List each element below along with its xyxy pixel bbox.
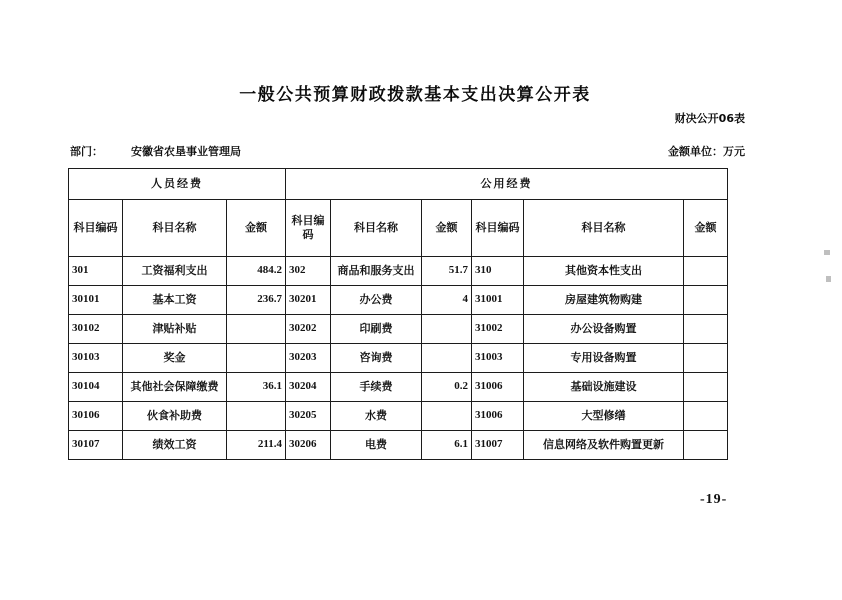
- column-header-row: [69, 200, 728, 257]
- subject-name-cell: 津贴补贴: [123, 315, 227, 344]
- department-label: 部门：: [70, 145, 103, 158]
- table-row: [69, 257, 728, 286]
- subject-code-cell: 30101: [69, 286, 123, 315]
- subject-code-cell: 30102: [69, 315, 123, 344]
- amount-cell: 0.2: [422, 373, 472, 402]
- subject-code-cell: 30203: [286, 344, 331, 373]
- col-header-subject-name-3: 科目名称: [524, 200, 684, 257]
- group-header-public-funds: 公用经费: [286, 169, 728, 200]
- subject-name-cell: 办公设备购置: [524, 315, 684, 344]
- budget-expenditure-table: [68, 168, 728, 460]
- subject-code-cell: 30205: [286, 402, 331, 431]
- table-row: [69, 315, 728, 344]
- amount-cell: [227, 315, 286, 344]
- amount-cell: [684, 286, 728, 315]
- subject-name-cell: 手续费: [331, 373, 422, 402]
- page-title: 一般公共预算财政拨款基本支出决算公开表: [239, 85, 591, 105]
- table-row: [69, 286, 728, 315]
- col-header-subject-name-2: 科目名称: [331, 200, 422, 257]
- subject-name-cell: 绩效工资: [123, 431, 227, 460]
- subject-name-cell: 专用设备购置: [524, 344, 684, 373]
- col-header-amount-2: 金额: [422, 200, 472, 257]
- subject-code-cell: 30202: [286, 315, 331, 344]
- subject-name-cell: 基本工资: [123, 286, 227, 315]
- amount-cell: [684, 373, 728, 402]
- subject-name-cell: 办公费: [331, 286, 422, 315]
- col-header-subject-code-3: 科目编码: [472, 200, 524, 257]
- subject-name-cell: 工资福利支出: [123, 257, 227, 286]
- subject-code-cell: 30107: [69, 431, 123, 460]
- amount-cell: 236.7: [227, 286, 286, 315]
- subject-code-cell: 302: [286, 257, 331, 286]
- subject-name-cell: 信息网络及软件购置更新: [524, 431, 684, 460]
- amount-cell: 4: [422, 286, 472, 315]
- subject-code-cell: 30206: [286, 431, 331, 460]
- subject-code-cell: 301: [69, 257, 123, 286]
- subject-code-cell: 310: [472, 257, 524, 286]
- subject-name-cell: 咨询费: [331, 344, 422, 373]
- table-row: [69, 431, 728, 460]
- subject-code-cell: 31001: [472, 286, 524, 315]
- subject-code-cell: 31006: [472, 373, 524, 402]
- subject-name-cell: 基础设施建设: [524, 373, 684, 402]
- subject-code-cell: 31007: [472, 431, 524, 460]
- subject-code-cell: 30201: [286, 286, 331, 315]
- subject-code-cell: 30103: [69, 344, 123, 373]
- group-header-personnel-funds: 人员经费: [69, 169, 286, 200]
- form-number-label: 财决公开06表: [674, 112, 745, 125]
- col-header-subject-code-2: 科目编码: [286, 200, 331, 257]
- page-number: -19-: [700, 492, 728, 507]
- amount-cell: [684, 431, 728, 460]
- amount-cell: 6.1: [422, 431, 472, 460]
- col-header-subject-code-1: 科目编码: [69, 200, 123, 257]
- subject-code-cell: 30104: [69, 373, 123, 402]
- subject-name-cell: 水费: [331, 402, 422, 431]
- subject-name-cell: 电费: [331, 431, 422, 460]
- amount-cell: 211.4: [227, 431, 286, 460]
- amount-cell: [684, 315, 728, 344]
- col-header-amount-3: 金额: [684, 200, 728, 257]
- subject-code-cell: 31002: [472, 315, 524, 344]
- amount-cell: [422, 402, 472, 431]
- subject-code-cell: 31003: [472, 344, 524, 373]
- subject-code-cell: 30106: [69, 402, 123, 431]
- amount-cell: [422, 344, 472, 373]
- amount-cell: [227, 344, 286, 373]
- amount-cell: 36.1: [227, 373, 286, 402]
- scan-noise-speck: [824, 250, 830, 255]
- department-name: 安徽省农垦事业管理局: [131, 145, 241, 158]
- subject-code-cell: 30204: [286, 373, 331, 402]
- subject-name-cell: 其他社会保障缴费: [123, 373, 227, 402]
- amount-cell: [684, 402, 728, 431]
- amount-cell: 484.2: [227, 257, 286, 286]
- subject-code-cell: 31006: [472, 402, 524, 431]
- subject-name-cell: 其他资本性支出: [524, 257, 684, 286]
- group-header-row: [69, 169, 728, 200]
- amount-cell: [684, 344, 728, 373]
- subject-name-cell: 大型修缮: [524, 402, 684, 431]
- scan-noise-speck: [826, 276, 831, 282]
- col-header-amount-1: 金额: [227, 200, 286, 257]
- amount-cell: [684, 257, 728, 286]
- subject-name-cell: 印刷费: [331, 315, 422, 344]
- table-row: [69, 344, 728, 373]
- subject-name-cell: 房屋建筑物购建: [524, 286, 684, 315]
- subject-name-cell: 商品和服务支出: [331, 257, 422, 286]
- col-header-subject-name-1: 科目名称: [123, 200, 227, 257]
- amount-cell: 51.7: [422, 257, 472, 286]
- amount-cell: [422, 315, 472, 344]
- subject-name-cell: 奖金: [123, 344, 227, 373]
- amount-cell: [227, 402, 286, 431]
- table-row: [69, 402, 728, 431]
- subject-name-cell: 伙食补助费: [123, 402, 227, 431]
- amount-unit-label: 金额单位：万元: [668, 145, 745, 158]
- table-row: [69, 373, 728, 402]
